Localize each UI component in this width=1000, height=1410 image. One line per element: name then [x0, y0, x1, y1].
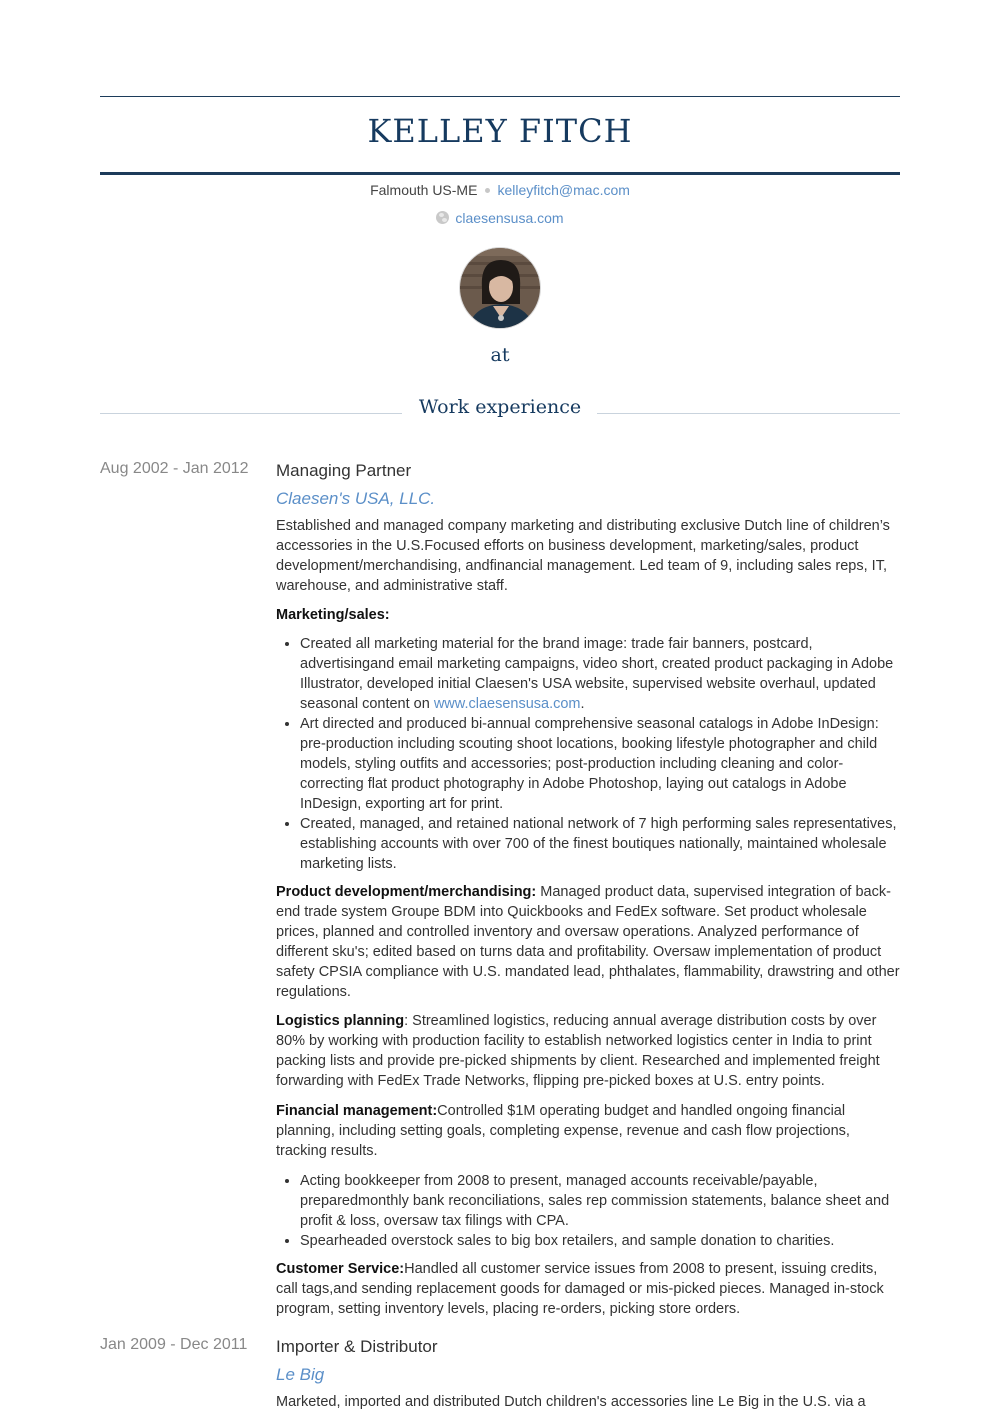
job-body — [276, 1336, 900, 1410]
section-divider-right — [597, 413, 900, 414]
job-intro: Marketed, imported and distributed Dutch children's accessories line Le Big in the U.S. via a — [276, 1394, 866, 1410]
logistics-paragraph: Logistics planning: Streamlined logistics, reducing annual average distribution costs by over 80% by working with production facility to establish networked logistics center in India to print packing lists and provide pre-picked shipments by client. Researched and implemented freight forwarding with FedEx Trade Networks, flipping pre-picked boxes at U.S. entry points. — [276, 1013, 880, 1089]
globe-icon — [436, 211, 449, 224]
marketing-heading: Marketing/sales: — [276, 607, 390, 623]
section-title-text: Work experience — [418, 396, 582, 418]
contact-line — [100, 182, 900, 198]
job-title: Managing Partner — [276, 461, 412, 480]
list-item: • Art directed and produced bi-annual comprehensive seasonal catalogs in Adobe InDesign: pre-production including scouting shoot locations, booking lifestyle photographer and child models, styling outfits and accessories; post-production including cleaning and color-correcting flat product photography in Adobe Photoshop, laying out catalogs in Adobe InDesign, exporting art for print. — [300, 714, 900, 814]
email-link[interactable]: kelleyfitch@mac.com — [497, 182, 630, 198]
marketing-bullet-list — [300, 634, 900, 874]
job-date: Jan 2009 - Dec 2011 — [100, 1336, 248, 1353]
company-link[interactable]: Le Big — [276, 1365, 325, 1384]
service-paragraph: Customer Service:Handled all customer service issues from 2008 to present, issuing credits, call tags,and sending replacement goods for damaged or mis-picked pieces. Managed in-stock program, setting inventory levels, placing re-orders, picking store orders. — [276, 1261, 884, 1317]
dot-separator-icon — [485, 188, 490, 193]
list-item: • Acting bookkeeper from 2008 to present, managed accounts receivable/payable, preparedmonthly bank reconciliations, sales rep commission statements, balance sheet and profit & loss, oversaw tax filings with CPA. — [300, 1171, 900, 1231]
job-date: Aug 2002 - Jan 2012 — [100, 460, 249, 477]
avatar — [459, 247, 541, 329]
header-top-rule — [100, 96, 900, 97]
avatar-photo — [460, 248, 541, 329]
location-text: Falmouth US-ME — [370, 182, 478, 198]
financial-bullet-list — [300, 1171, 900, 1251]
work-experience-heading — [100, 396, 900, 426]
financial-paragraph: Financial management:Controlled $1M operating budget and handled ongoing financial planning, including setting goals, completing expense, revenue and cash flow projections, tracking results. — [276, 1103, 850, 1159]
company-link[interactable]: Claesen's USA, LLC. — [276, 489, 436, 508]
job-title: Importer & Distributor — [276, 1337, 438, 1356]
list-item: • Created, managed, and retained national network of 7 high performing sales representatives, establishing accounts with over 700 of the finest boutiques nationally, maintained wholesale marketing lists. — [300, 814, 900, 874]
job-body — [276, 460, 900, 1319]
website-inline-link[interactable]: www.claesensusa.com — [433, 696, 581, 712]
list-item: • Spearheaded overstock sales to big box retailers, and sample donation to charities. — [300, 1231, 900, 1251]
header-bottom-rule — [100, 172, 900, 175]
candidate-name: KELLEY FITCH — [367, 112, 633, 150]
job-intro: Established and managed company marketing and distributing exclusive Dutch line of children’s accessories in the U.S.Focused efforts on business development, marketing/sales, product development/merchandising, andfinancial management. Led team of 9, including sales reps, IT, warehouse, and administrative staff. — [276, 518, 890, 594]
list-item: • Created all marketing material for the brand image: trade fair banners, postcard, advertisingand email marketing campaigns, video short, created product packaging in Adobe Illustrator, developed initial Claesen's USA website, supervised website overhaul, updated seasonal content on www.claesensusa.com. — [300, 634, 900, 714]
product-paragraph: Product development/merchandising: Managed product data, supervised integration of back-end trade system Groupe BDM into Quickbooks and FedEx software. Set product wholesale prices, planned and controlled inventory and oversaw operations. Analyzed performance of different sku's; edited based on turns data and profitability. Oversaw implementation of product safety CPSIA compliance with U.S. mandated lead, phthalates, flammability, drawstring and other regulations. — [276, 884, 900, 1000]
website-line — [100, 210, 900, 226]
headline: at — [490, 344, 510, 366]
website-link[interactable]: claesensusa.com — [455, 210, 564, 226]
